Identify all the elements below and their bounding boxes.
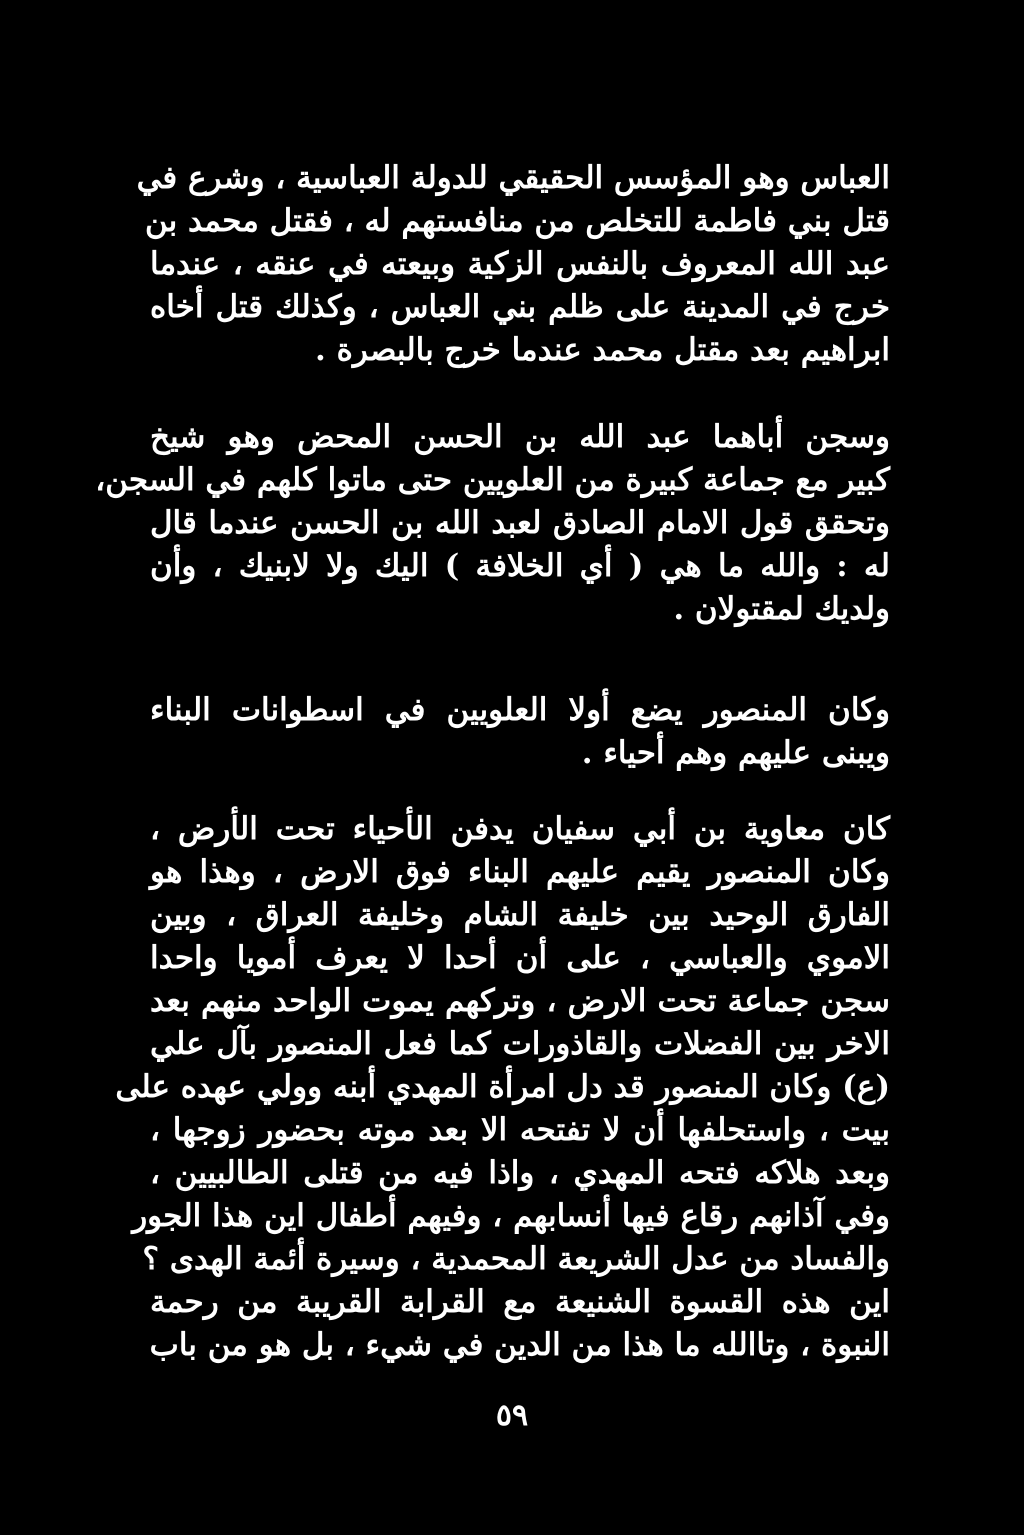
paragraph-1 (136, 157, 890, 372)
paragraph-3 (150, 689, 890, 775)
paragraph-line: كبير مع جماعة كبيرة من العلويين حتى ماتوا كلهم في السجن، (95, 462, 890, 498)
paragraph-line: ابراهيم بعد مقتل محمد عندما خرج بالبصرة . (315, 332, 890, 368)
paragraph-line: وبعد هلاكه فتحه المهدي ، واذا فيه من قتلى الطالبيين ، (150, 1155, 890, 1191)
paragraph-line: (ع) وكان المنصور قد دل امرأة المهدي أبنه وولي عهده على (115, 1069, 890, 1105)
paragraph-line: بيت ، واستحلفها أن لا تفتحه الا بعد موته بحضور زوجها ، (150, 1112, 890, 1148)
paragraph-line: العباس وهو المؤسس الحقيقي للدولة العباسية ، وشرع في (136, 160, 890, 196)
paragraph-line: ويبنى عليهم وهم أحياء . (581, 735, 890, 771)
paragraph-line: وكان المنصور يضع أولا العلويين في اسطوانات البناء (150, 692, 890, 728)
paragraph-line: كان معاوية بن أبي سفيان يدفن الأحياء تحت الأرض ، (150, 811, 890, 847)
page-number: ٥٩ (495, 1398, 529, 1433)
paragraph-line: وفي آذانهم رقاع فيها أنسابهم ، وفيهم أطفال اين هذا الجور (132, 1198, 890, 1234)
paragraph-line: وتحقق قول الامام الصادق لعبد الله بن الحسن عندما قال (150, 505, 890, 541)
paragraph-2 (95, 416, 890, 631)
paragraph-line: الاخر بين الفضلات والقاذورات كما فعل المنصور بآل علي (150, 1026, 890, 1062)
paragraph-line: ولديك لمقتولان . (673, 591, 890, 627)
paragraph-line: وسجن أباهما عبد الله بن الحسن المحض وهو شيخ (150, 419, 890, 455)
paragraph-line: اين هذه القسوة الشنيعة مع القرابة القريبة من رحمة (150, 1284, 890, 1320)
paragraph-line: خرج في المدينة على ظلم بني العباس ، وكذلك قتل أخاه (150, 289, 890, 325)
paragraph-line: قتل بني فاطمة للتخلص من منافستهم له ، فقتل محمد بن (145, 203, 890, 239)
paragraph-line: عبد الله المعروف بالنفس الزكية وبيعته في عنقه ، عندما (150, 246, 890, 282)
paragraph-line: الاموي والعباسي ، على أن أحدا لا يعرف أمويا واحدا (150, 940, 890, 976)
paragraph-line: له : والله ما هي ( أي الخلافة ) اليك ولا لابنيك ، وأن (150, 548, 890, 584)
paragraph-line: وكان المنصور يقيم عليهم البناء فوق الارض ، وهذا هو (150, 854, 890, 890)
paragraph-line: الفارق الوحيد بين خليفة الشام وخليفة العراق ، وبين (150, 897, 890, 933)
paragraph-line: سجن جماعة تحت الارض ، وتركهم يموت الواحد منهم بعد (150, 983, 890, 1019)
paragraph-line: والفساد من عدل الشريعة المحمدية ، وسيرة أئمة الهدى ؟ (142, 1241, 890, 1277)
paragraph-4 (115, 808, 890, 1367)
paragraph-line: النبوة ، وتاالله ما هذا من الدين في شيء ، بل هو من باب (149, 1327, 890, 1363)
